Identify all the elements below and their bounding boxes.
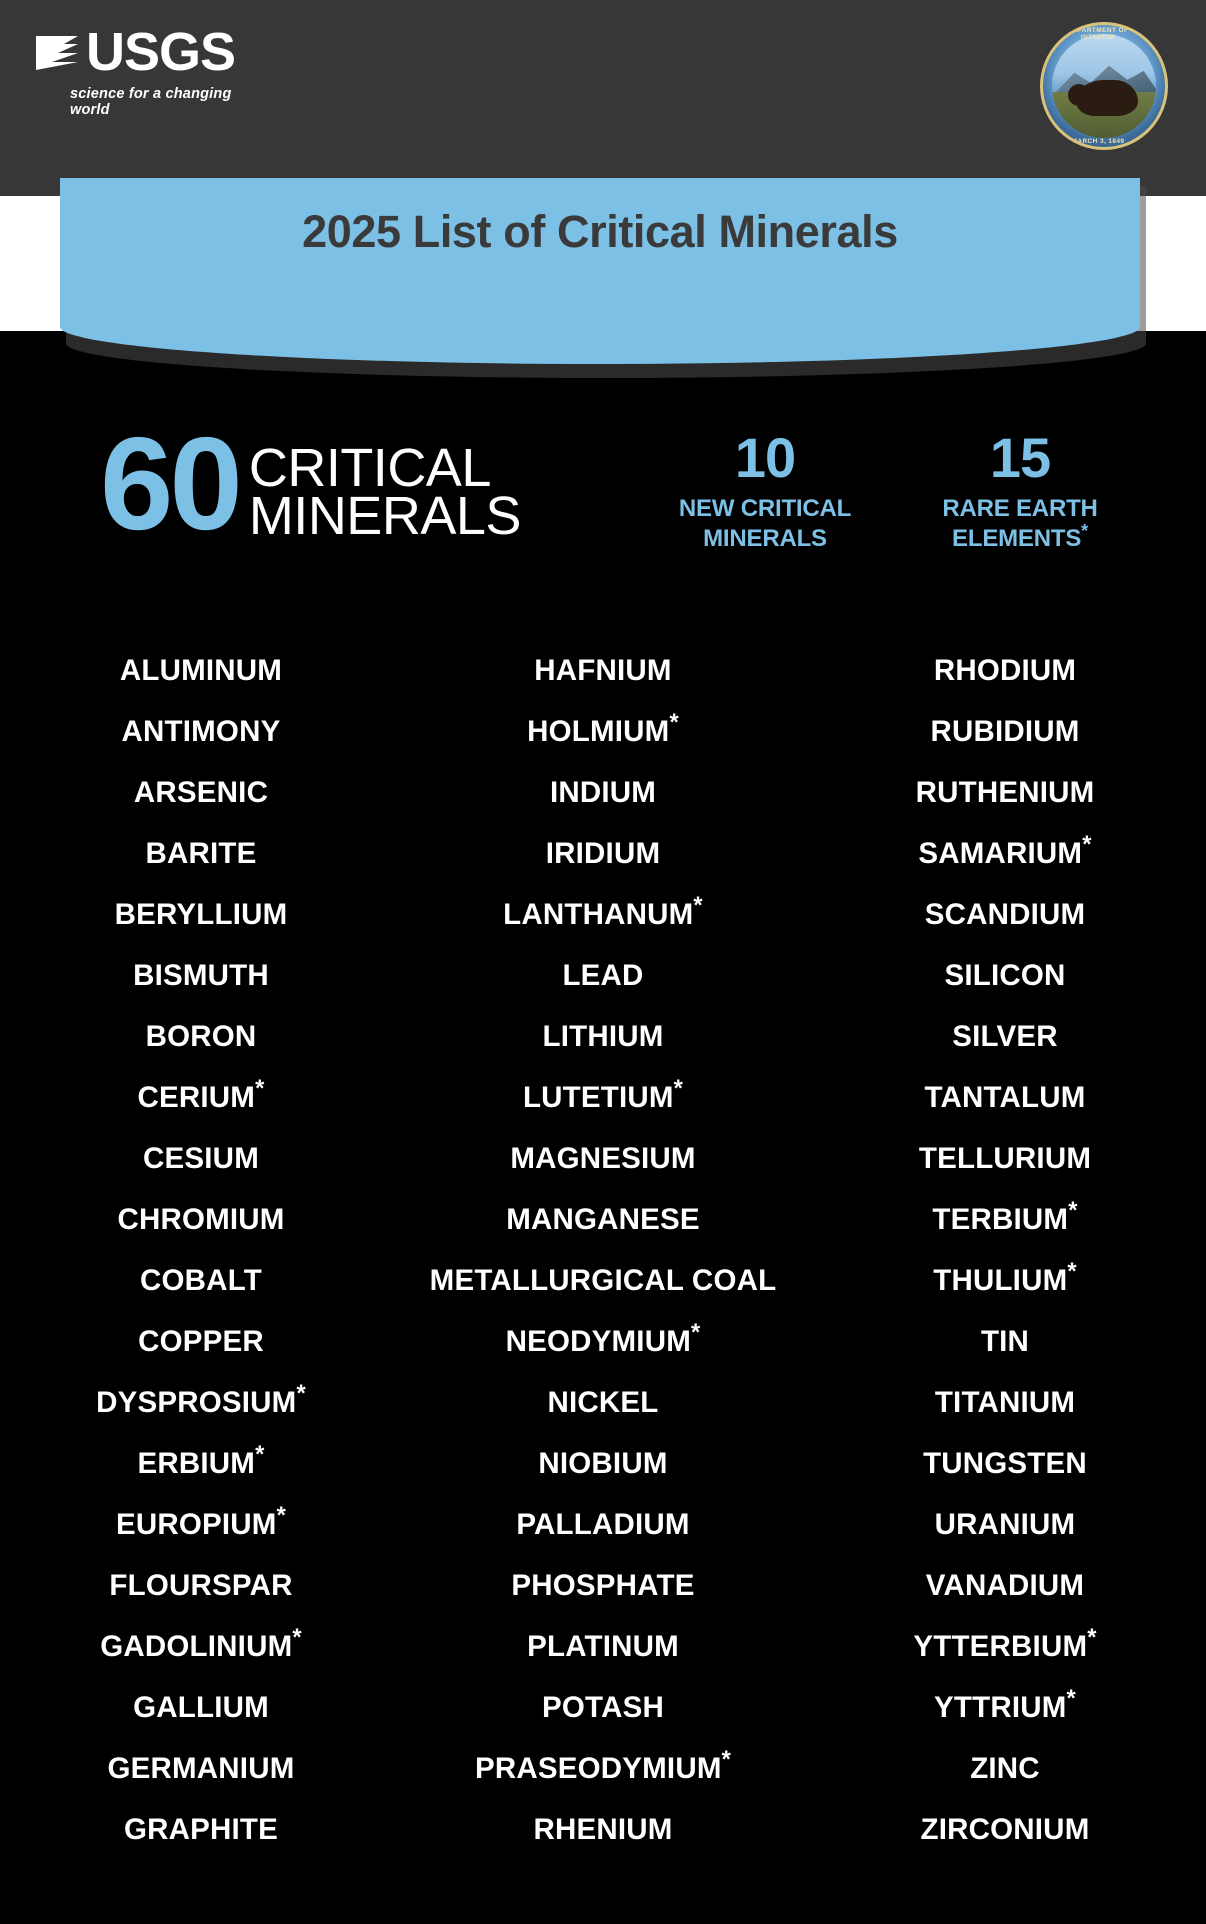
mineral-name: LEAD	[562, 959, 644, 992]
asterisk-marker: *	[669, 710, 679, 737]
mineral-item	[0, 1494, 402, 1555]
mineral-item	[804, 1250, 1206, 1311]
mineral-name: TERBIUM	[932, 1203, 1069, 1236]
mineral-name: NIOBIUM	[538, 1447, 668, 1480]
mineral-item	[402, 1067, 804, 1128]
mineral-name: CESIUM	[143, 1142, 259, 1175]
mineral-name: BERYLLIUM	[114, 898, 288, 931]
mineral-item	[804, 884, 1206, 945]
mineral-item	[402, 1738, 804, 1799]
stat-new-label	[640, 494, 890, 554]
doi-seal-bottom-text: MARCH 3, 1849	[1071, 138, 1125, 145]
mineral-name: TUNGSTEN	[923, 1447, 1087, 1480]
mineral-item	[402, 945, 804, 1006]
mineral-item	[804, 1677, 1206, 1738]
asterisk-marker: *	[673, 1076, 684, 1103]
mineral-item	[804, 1006, 1206, 1067]
asterisk-marker: *	[255, 1442, 265, 1469]
asterisk-marker: *	[1081, 521, 1088, 541]
stat-new-label-line1: NEW CRITICAL	[678, 495, 852, 522]
mineral-name: HOLMIUM	[527, 715, 670, 748]
page-title: 2025 List of Critical Minerals	[302, 206, 898, 257]
mineral-name: TITANIUM	[934, 1386, 1076, 1419]
mineral-item	[402, 1433, 804, 1494]
asterisk-marker: *	[292, 1625, 302, 1652]
mineral-item	[402, 1189, 804, 1250]
stat-rare-earth-elements	[895, 426, 1145, 554]
mineral-item	[0, 1799, 402, 1860]
mineral-name: TIN	[980, 1325, 1030, 1358]
mineral-name: TELLURIUM	[918, 1142, 1092, 1175]
stat-new-number: 10	[734, 426, 796, 489]
mineral-item	[0, 1372, 402, 1433]
mineral-column-1	[0, 640, 402, 1860]
doi-bison	[1076, 80, 1138, 116]
mineral-name: SILVER	[952, 1020, 1058, 1053]
mineral-name: LANTHANUM	[503, 898, 694, 931]
mineral-name: GRAPHITE	[123, 1813, 279, 1846]
mineral-item	[0, 1677, 402, 1738]
mineral-item	[804, 1067, 1206, 1128]
asterisk-marker: *	[1087, 1625, 1097, 1652]
mineral-list	[0, 640, 1206, 1860]
mineral-item	[402, 1372, 804, 1433]
mineral-column-3	[804, 640, 1206, 1860]
mineral-name: PALLADIUM	[516, 1508, 690, 1541]
mineral-name: PRASEODYMIUM	[474, 1752, 722, 1785]
mineral-name: BORON	[145, 1020, 257, 1053]
mineral-item	[0, 1555, 402, 1616]
mineral-name: POTASH	[542, 1691, 664, 1724]
mineral-item	[402, 1677, 804, 1738]
asterisk-marker: *	[255, 1076, 265, 1103]
asterisk-marker: *	[1082, 832, 1092, 859]
mineral-item	[804, 1128, 1206, 1189]
mineral-item	[804, 1494, 1206, 1555]
doi-seal-top-text: U.S. DEPARTMENT OF THE INTERIOR	[1051, 27, 1145, 41]
mineral-name: HAFNIUM	[534, 654, 672, 687]
asterisk-marker: *	[693, 893, 703, 920]
stats-row	[0, 400, 1206, 600]
mineral-name: SCANDIUM	[924, 898, 1086, 931]
mineral-item	[0, 945, 402, 1006]
mineral-item	[804, 1616, 1206, 1677]
mineral-item	[804, 1799, 1206, 1860]
mineral-item	[804, 762, 1206, 823]
title-banner	[60, 178, 1140, 364]
mineral-item	[0, 1433, 402, 1494]
mineral-name: MAGNESIUM	[510, 1142, 696, 1175]
stat-new-label-line2: MINERALS	[703, 525, 827, 552]
mineral-item	[0, 1067, 402, 1128]
mineral-item	[0, 823, 402, 884]
mineral-name: BARITE	[145, 837, 257, 870]
mineral-item	[402, 762, 804, 823]
mineral-item	[402, 1555, 804, 1616]
mineral-name: BISMUTH	[133, 959, 269, 992]
mineral-item	[804, 1555, 1206, 1616]
mineral-item	[804, 945, 1206, 1006]
mineral-item	[402, 823, 804, 884]
mineral-item	[0, 1128, 402, 1189]
mineral-item	[0, 884, 402, 945]
mineral-name: URANIUM	[934, 1508, 1076, 1541]
mineral-name: ALUMINUM	[119, 654, 283, 687]
mineral-name: INDIUM	[549, 776, 657, 809]
mineral-item	[402, 640, 804, 701]
mineral-name: NICKEL	[547, 1386, 659, 1419]
mineral-item	[804, 1738, 1206, 1799]
mineral-name: ANTIMONY	[121, 715, 281, 748]
mineral-item	[402, 701, 804, 762]
mineral-name: RHODIUM	[933, 654, 1077, 687]
mineral-name: VANADIUM	[925, 1569, 1085, 1602]
usgs-logo	[34, 22, 274, 118]
mineral-name: COBALT	[140, 1264, 262, 1297]
mineral-name: THULIUM	[933, 1264, 1068, 1297]
mineral-column-2	[402, 640, 804, 1860]
mineral-name: EUROPIUM	[116, 1508, 277, 1541]
mineral-name: YTTERBIUM	[913, 1630, 1088, 1663]
mineral-item	[402, 1616, 804, 1677]
doi-seal-inner	[1052, 34, 1156, 138]
asterisk-marker: *	[276, 1503, 286, 1530]
mineral-item	[0, 1250, 402, 1311]
asterisk-marker: *	[721, 1747, 731, 1774]
stat-total-label-line1: CRITICAL	[248, 438, 491, 498]
stat-new-critical-minerals	[640, 426, 890, 554]
stat-ree-label	[895, 494, 1145, 554]
asterisk-marker: *	[690, 1320, 701, 1347]
doi-seal-icon	[1040, 22, 1168, 150]
mineral-name: GADOLINIUM	[100, 1630, 293, 1663]
asterisk-marker: *	[1068, 1198, 1078, 1225]
mineral-name: SAMARIUM	[918, 837, 1083, 870]
mineral-name: PLATINUM	[527, 1630, 679, 1663]
mineral-name: RUBIDIUM	[930, 715, 1080, 748]
mineral-item	[804, 823, 1206, 884]
mineral-name: RUTHENIUM	[915, 776, 1095, 809]
mineral-name: COPPER	[138, 1325, 264, 1358]
mineral-name: GERMANIUM	[107, 1752, 295, 1785]
page-header	[0, 0, 1206, 196]
mineral-item	[0, 1616, 402, 1677]
mineral-name: YTTRIUM	[934, 1691, 1067, 1724]
mineral-name: NEODYMIUM	[505, 1325, 691, 1358]
mineral-item	[0, 762, 402, 823]
mineral-name: MANGANESE	[506, 1203, 700, 1236]
stat-total-label	[248, 438, 521, 546]
mineral-item	[0, 701, 402, 762]
usgs-tagline: science for a changing world	[70, 86, 232, 118]
mineral-item	[804, 1433, 1206, 1494]
stat-ree-label-line2-text: ELEMENTS	[952, 525, 1082, 552]
usgs-wave-icon	[34, 32, 80, 74]
mineral-name: GALLIUM	[133, 1691, 269, 1724]
mineral-name: ZINC	[970, 1752, 1040, 1785]
mineral-name: DYSPROSIUM	[96, 1386, 297, 1419]
mineral-name: FLOURSPAR	[109, 1569, 293, 1602]
mineral-item	[0, 640, 402, 701]
mineral-item	[0, 1311, 402, 1372]
mineral-item	[0, 1738, 402, 1799]
mineral-name: METALLURGICAL COAL	[429, 1264, 777, 1297]
mineral-item	[402, 1128, 804, 1189]
mineral-name: LUTETIUM	[522, 1081, 674, 1114]
asterisk-marker: *	[1067, 1259, 1077, 1286]
mineral-item	[0, 1189, 402, 1250]
mineral-name: ERBIUM	[137, 1447, 256, 1480]
mineral-item	[804, 640, 1206, 701]
asterisk-marker: *	[296, 1381, 306, 1408]
mineral-name: LITHIUM	[542, 1020, 664, 1053]
mineral-item	[402, 1799, 804, 1860]
mineral-item	[804, 1372, 1206, 1433]
mineral-name: RHENIUM	[533, 1813, 673, 1846]
mineral-item	[0, 1006, 402, 1067]
mineral-item	[804, 701, 1206, 762]
mineral-name: CERIUM	[137, 1081, 256, 1114]
mineral-item	[402, 884, 804, 945]
mineral-item	[402, 1250, 804, 1311]
mineral-name: PHOSPHATE	[511, 1569, 695, 1602]
mineral-item	[804, 1189, 1206, 1250]
stat-total-number: 60	[100, 410, 239, 557]
asterisk-marker: *	[1066, 1686, 1076, 1713]
stat-ree-number: 15	[989, 426, 1051, 489]
mineral-item	[804, 1311, 1206, 1372]
mineral-item	[402, 1494, 804, 1555]
stat-ree-label-line1: RARE EARTH	[942, 495, 1098, 522]
stat-total-critical-minerals	[100, 410, 521, 557]
mineral-name: TANTALUM	[924, 1081, 1086, 1114]
stat-total-label-line2: MINERALS	[248, 486, 521, 546]
mineral-item	[402, 1311, 804, 1372]
mineral-name: ARSENIC	[133, 776, 269, 809]
usgs-wordmark: USGS	[86, 22, 236, 82]
mineral-item	[402, 1006, 804, 1067]
mineral-name: IRIDIUM	[545, 837, 661, 870]
stat-ree-label-line2	[895, 521, 1145, 554]
mineral-name: ZIRCONIUM	[920, 1813, 1090, 1846]
mineral-name: SILICON	[944, 959, 1066, 992]
mineral-name: CHROMIUM	[117, 1203, 285, 1236]
